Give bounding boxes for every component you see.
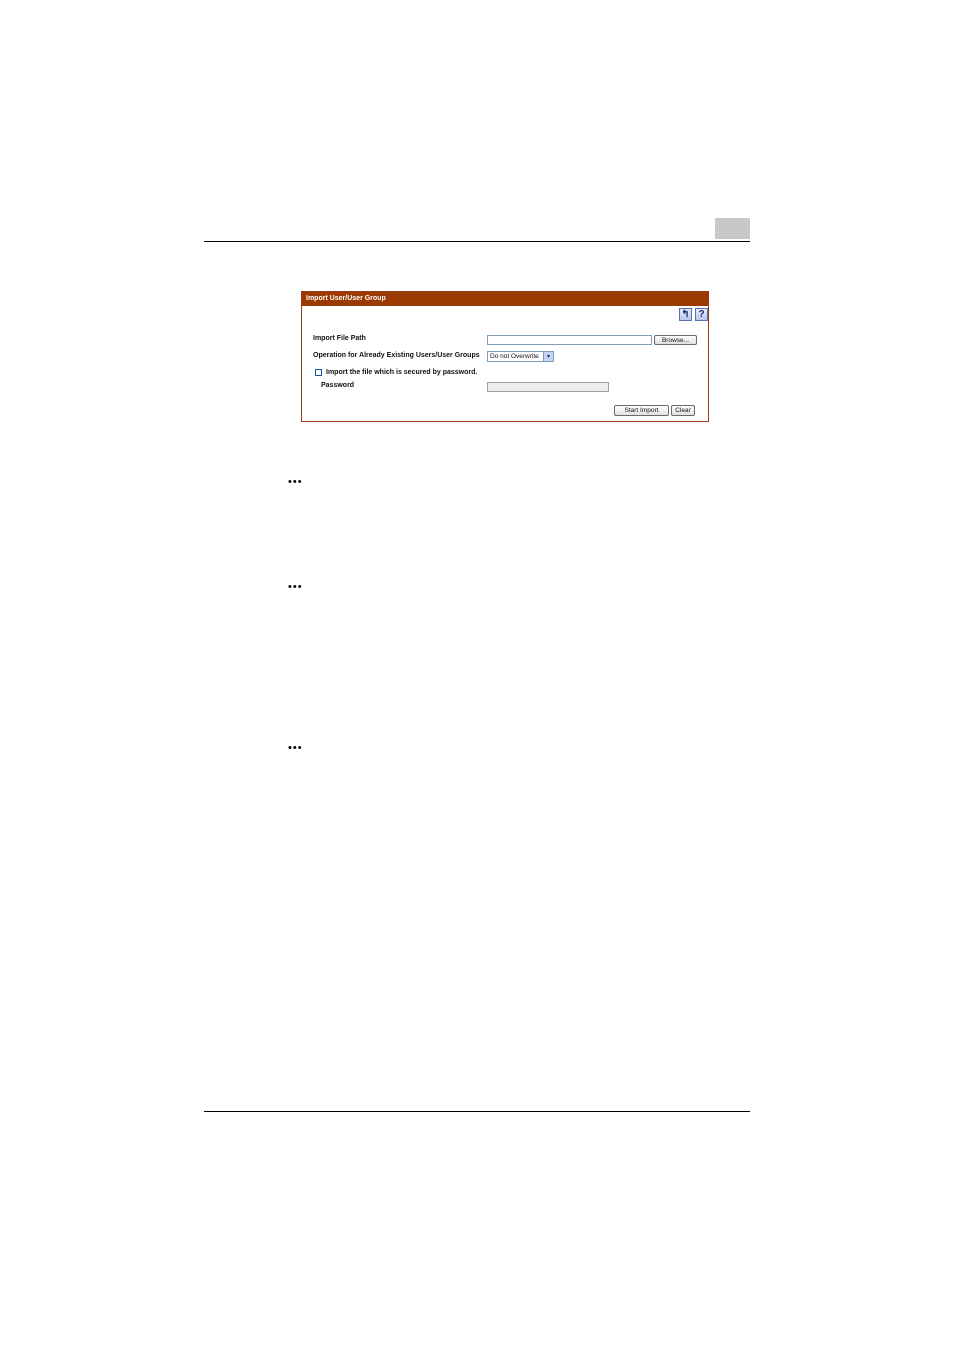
start-import-button[interactable]: Start Import (614, 405, 669, 416)
operation-select-value: Do not Overwrite (490, 353, 539, 360)
header-rule (204, 241, 750, 242)
password-label: Password (321, 382, 355, 389)
chevron-down-icon[interactable]: ▾ (543, 352, 553, 361)
clear-button[interactable]: Clear (671, 405, 695, 416)
password-input[interactable] (487, 382, 609, 392)
back-arrow-icon[interactable]: ↰ (679, 308, 692, 321)
import-file-path-label: Import File Path (313, 335, 366, 342)
panel-title: Import User/User Group (302, 292, 708, 306)
operation-label: Operation for Already Existing Users/User Groups (313, 352, 480, 359)
password-secured-label: Import the file which is secured by password. (326, 369, 478, 376)
import-user-panel (301, 291, 709, 422)
browse-button[interactable]: Browse... (654, 335, 697, 345)
ellipsis-marker: ••• (288, 742, 303, 754)
ellipsis-marker: ••• (288, 476, 303, 488)
footer-rule (204, 1111, 750, 1112)
ellipsis-marker: ••• (288, 581, 303, 593)
help-icon[interactable]: ? (695, 308, 708, 321)
password-secured-checkbox[interactable] (315, 369, 322, 376)
chapter-tab (715, 218, 750, 239)
import-file-path-input[interactable] (487, 335, 652, 345)
operation-select[interactable] (487, 351, 554, 362)
